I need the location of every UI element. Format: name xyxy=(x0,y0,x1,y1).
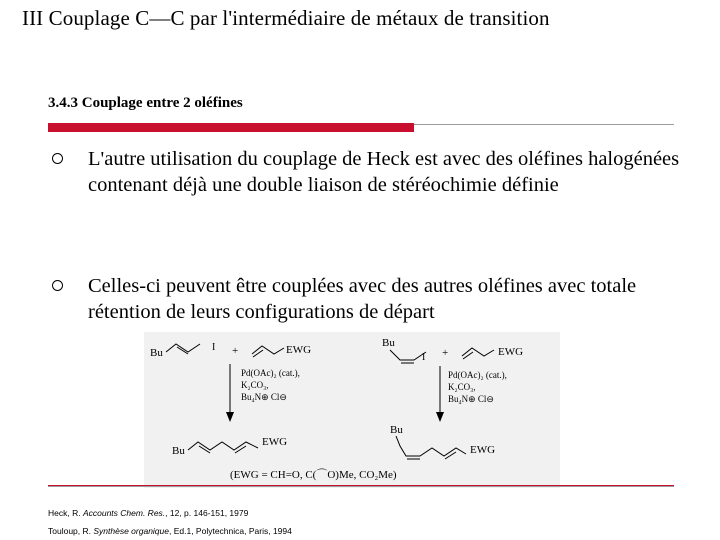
left-iodo-label: I xyxy=(212,342,216,353)
reference-1-authors: Heck, R. xyxy=(48,508,83,518)
footer-divider xyxy=(48,486,674,487)
right-acrylate-double-bond xyxy=(463,352,473,359)
reference-1-source: Accounts Chem. Res. xyxy=(82,508,166,518)
reference-1 xyxy=(48,508,248,518)
left-condition-2: K₂CO₃, xyxy=(241,380,269,390)
right-condition-1: Pd(OAc)₂ (cat.), xyxy=(448,370,507,380)
page-title: III Couplage C—C par l'intermédiaire de métaux de transition xyxy=(22,6,550,30)
left-condition-1: Pd(OAc)₂ (cat.), xyxy=(241,368,300,378)
reference-2 xyxy=(48,526,292,536)
left-arrow-head xyxy=(226,412,234,422)
reaction-scheme xyxy=(144,332,560,488)
right-arrow-head xyxy=(436,412,444,422)
right-diene-chain xyxy=(396,436,466,456)
left-condition-3: Bu₄N⊕ Cl⊖ xyxy=(241,392,287,402)
right-product-ewg-label: EWG xyxy=(470,444,496,456)
left-bu-label: Bu xyxy=(150,347,163,359)
left-product-bu-label: Bu xyxy=(172,445,185,457)
reference-1-details: , 12, p. 146-151, 1979 xyxy=(165,508,249,518)
left-ewg-label: EWG xyxy=(286,344,312,356)
right-acrylate-chain xyxy=(462,348,494,356)
right-iodo-label: I xyxy=(422,352,426,363)
left-product-ewg-label: EWG xyxy=(262,436,288,448)
left-diene-double-bond-2 xyxy=(235,446,246,453)
bullet-icon xyxy=(52,153,63,164)
reaction-scheme-drawing xyxy=(144,332,560,488)
reference-2-authors: Touloup, R. xyxy=(48,526,94,536)
left-plus-sign: + xyxy=(232,345,239,357)
ewg-legend: (EWG = CH=O, C(⌒O)Me, CO₂Me) xyxy=(230,469,397,481)
right-product-bu-label: Bu xyxy=(390,424,403,436)
bullet-icon xyxy=(52,280,63,291)
reference-2-source: Synthèse organique xyxy=(93,526,169,536)
right-diene-double-bond-2 xyxy=(445,452,456,459)
left-acrylate-chain xyxy=(252,346,284,354)
reference-2-details: , Ed.1, Polytechnica, Paris, 1994 xyxy=(169,526,292,536)
footer-accent-bar xyxy=(48,485,674,486)
bullet-text-1: L'autre utilisation du couplage de Heck est avec des oléfines halogénées contenant déjà une double liaison de stéréochimie définie xyxy=(88,148,680,196)
left-diene-chain xyxy=(188,442,258,450)
left-acrylate-double-bond xyxy=(253,350,263,357)
header-accent-bar xyxy=(48,123,414,132)
right-condition-2: K₂CO₃, xyxy=(448,382,476,392)
section-subtitle: 3.4.3 Couplage entre 2 oléfines xyxy=(48,95,243,111)
right-ewg-label: EWG xyxy=(498,346,524,358)
bullet-text-2: Celles-ci peuvent être couplées avec des autres oléfines avec totale rétention de leurs configurations de départ xyxy=(88,275,637,323)
right-bu-label: Bu xyxy=(382,337,395,349)
right-vinyl-iodide-chain xyxy=(390,350,426,360)
right-plus-sign: + xyxy=(442,347,449,359)
right-condition-3: Bu₄N⊕ Cl⊖ xyxy=(448,394,494,404)
